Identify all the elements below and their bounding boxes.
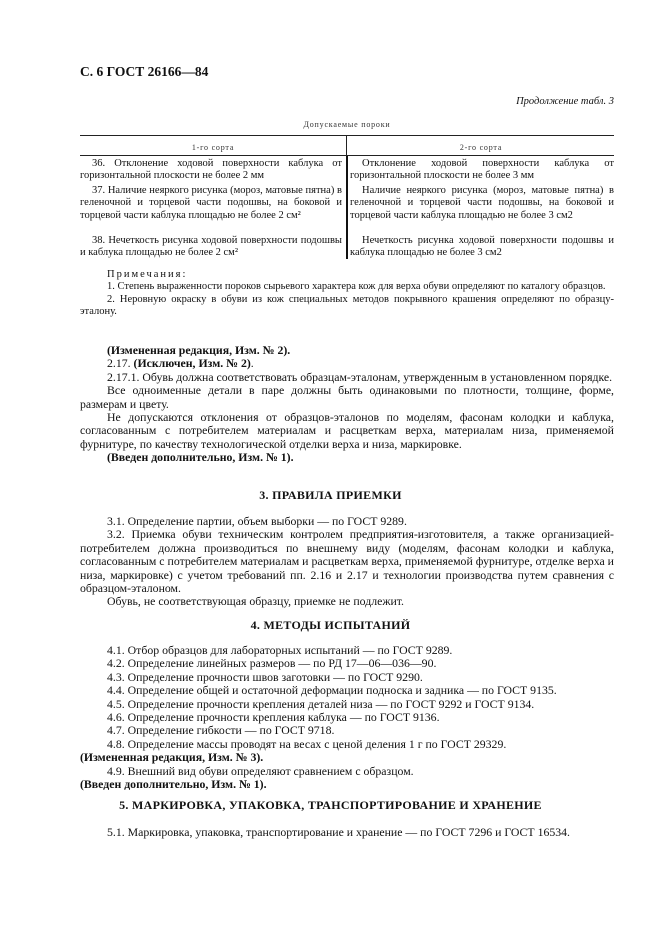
table-group-header: Допускаемые пороки	[303, 120, 391, 129]
section-2-continuation	[80, 344, 614, 465]
test-method-item: 4.2. Определение линейных размеров — по РД 17—06—036—90.	[107, 656, 437, 671]
paragraph-deviations: Не допускаются отклонения от образцов-эталонов по моделям, фасонам колодки и каблука, согласованным с потребителем материалам и расцветкам верха, материалам низа, применяемой фурнитуре, по качеству технологической отделки верха и низа, маркировке.	[80, 410, 614, 451]
table-header-rule	[80, 135, 614, 136]
section-4-title: 4. МЕТОДЫ ИСПЫТАНИЙ	[250, 618, 411, 632]
test-method-item: 4.8. Определение массы проводят на весах с ценой деления 1 г по ГОСТ 29329.	[107, 736, 507, 751]
table-row-36-col1: 36. Отклонение ходовой поверхности каблука от горизонтальной плоскости не более 2 мм	[80, 158, 342, 182]
table-body-col-divider	[346, 156, 348, 259]
table-continuation-label: Продолжение табл. 3	[516, 96, 614, 107]
table-row-37-col2: Наличие неяркого рисунка (мороз, матовые пятна) в геленочной и торцевой части подошвы, на боковой и торцевой части каблука площадью не более 3 см2	[350, 185, 614, 221]
test-method-item: 4.4. Определение общей и остаточной деформации подноска и задника — по ГОСТ 9135.	[107, 683, 557, 698]
table-col1-header: 1-го сорта	[191, 143, 235, 152]
test-method-item: 4.3. Определение прочности швов заготовки — по ГОСТ 9290.	[107, 669, 423, 684]
test-method-item: 4.1. Отбор образцов для лабораторных испытаний — по ГОСТ 9289.	[107, 643, 453, 657]
paragraph-4-9: 4.9. Внешний вид обуви определяют сравнением с образцом.	[107, 763, 414, 778]
note-item: 2. Неровную окраску в обуви из кож специальных методов покрывного крашения определяют по образцу-эталону.	[80, 293, 614, 317]
table-col2-header: 2-го сорта	[459, 143, 503, 152]
test-method-item: 4.5. Определение прочности крепления деталей низа — по ГОСТ 9292 и ГОСТ 9134.	[107, 696, 535, 711]
table-header-col-divider	[346, 135, 347, 155]
paragraph-2-17: 2.17. (Исключен, Изм. № 2).	[107, 356, 254, 371]
table-row-37-col1: 37. Наличие неяркого рисунка (мороз, матовые пятна) в геленочной и торцевой части подошвы, на боковой и торцевой части каблука площадью не более 2 см²	[80, 185, 342, 221]
table-row-38-col1: 38. Нечеткость рисунка ходовой поверхности подошвы и каблука площадью не более 2 см²	[80, 235, 342, 259]
paragraph-3-2: 3.2. Приемка обуви техническим контролем предприятия-изготовителя, а также организацией-потребителем должна производиться по внешнему виду (моделям, фасонам колодки и каблука, согласованным с потребителем материалам и расцветкам верха, применяемой фурнитуре, отделке верха и низа, маркировке) с учетом требований пп. 2.16 и 2.17 и технологии производства путем сравнения с образцом-эталоном.	[80, 527, 614, 596]
paragraph-5-1: 5.1. Маркировка, упаковка, транспортирование и хранение — по ГОСТ 7296 и ГОСТ 16534.	[107, 825, 571, 839]
amendment-note: (Введен дополнительно, Изм. № 1).	[107, 450, 294, 465]
page-header: С. 6 ГОСТ 26166—84	[80, 64, 209, 79]
test-method-item: 4.6. Определение прочности крепления каблука — по ГОСТ 9136.	[107, 710, 440, 725]
section-4-body	[80, 644, 614, 791]
notes-title: Примечания:	[107, 269, 188, 280]
section-3-body	[80, 515, 614, 609]
paragraph-2-17-1: 2.17.1. Обувь должна соответствовать образцам-эталонам, утвержденным в установленном порядке.	[107, 369, 613, 384]
section-5-title: 5. МАРКИРОВКА, УПАКОВКА, ТРАНСПОРТИРОВАНИЕ И ХРАНЕНИЕ	[119, 798, 542, 812]
paragraph-same-parts: Все одноименные детали в паре должны быть одинаковыми по плотности, толщине, форме, размерам и цвету.	[80, 383, 614, 411]
test-method-item: 4.7. Определение гибкости — по ГОСТ 9718.	[107, 723, 335, 738]
amendment-note: (Введен дополнительно, Изм. № 1).	[80, 777, 267, 792]
paragraph-reject: Обувь, не соответствующая образцу, приемке не подлежит.	[107, 594, 405, 609]
paragraph-3-1: 3.1. Определение партии, объем выборки — по ГОСТ 9289.	[107, 514, 407, 528]
table-notes	[80, 269, 614, 318]
section-3-title: 3. ПРАВИЛА ПРИЕМКИ	[259, 488, 402, 502]
note-item: 1. Степень выраженности пороков сырьевого характера кож для верха обуви определяют по каталогу образцов.	[107, 281, 606, 293]
amendment-note: (Измененная редакция, Изм. № 2).	[107, 343, 291, 357]
section-5-body	[80, 826, 614, 839]
table-row-36-col2: Отклонение ходовой поверхности каблука от горизонтальной плоскости не более 3 мм	[350, 158, 614, 182]
table-row-38-col2: Нечеткость рисунка ходовой поверхности подошвы и каблука площадью не более 3 см2	[350, 235, 614, 259]
amendment-note: (Измененная редакция, Изм. № 3).	[80, 750, 264, 765]
